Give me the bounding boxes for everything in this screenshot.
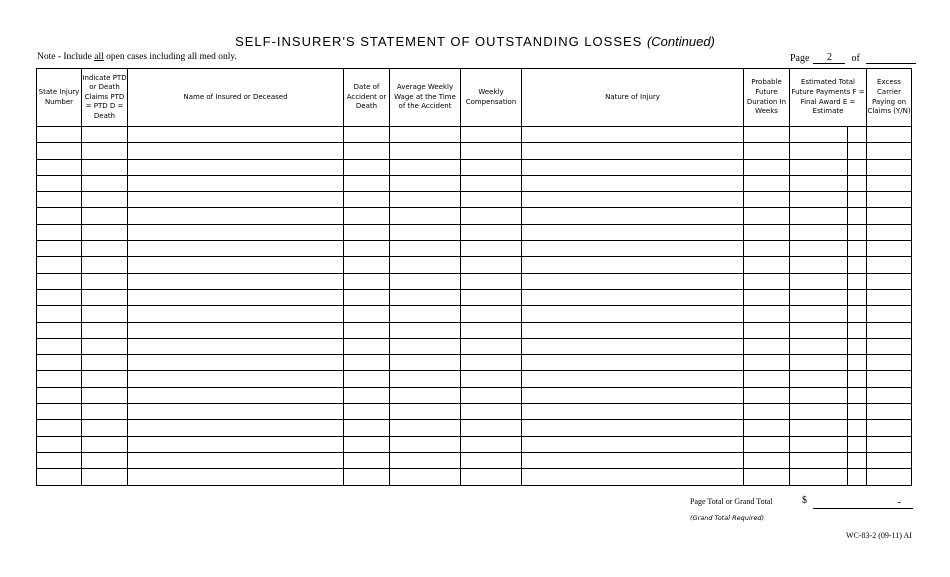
table-cell[interactable] [790, 371, 848, 387]
table-cell[interactable] [82, 289, 128, 305]
table-cell[interactable] [128, 322, 344, 338]
table-cell[interactable] [522, 338, 744, 354]
table-cell[interactable] [790, 192, 848, 208]
table-cell[interactable] [128, 404, 344, 420]
table-cell[interactable] [867, 338, 912, 354]
table-cell[interactable] [344, 420, 390, 436]
table-cell[interactable] [744, 322, 790, 338]
table-cell[interactable] [461, 338, 522, 354]
table-cell[interactable] [461, 387, 522, 403]
table-cell[interactable] [790, 175, 848, 191]
table-cell[interactable] [37, 208, 82, 224]
table-cell[interactable] [744, 143, 790, 159]
table-row [37, 224, 912, 240]
table-cell[interactable] [790, 289, 848, 305]
table-cell[interactable] [344, 322, 390, 338]
table-cell[interactable] [790, 241, 848, 257]
table-cell[interactable] [390, 452, 461, 468]
page-total-field[interactable] [866, 52, 916, 64]
table-cell[interactable] [867, 306, 912, 322]
table-cell[interactable] [128, 257, 344, 273]
table-cell[interactable] [867, 355, 912, 371]
table-cell[interactable] [848, 257, 867, 273]
table-cell[interactable] [37, 143, 82, 159]
table-cell[interactable] [344, 159, 390, 175]
col-header-ptd-death: Indicate PTD or Death Claims PTD = PTD D = Death [82, 69, 128, 127]
table-cell[interactable] [37, 322, 82, 338]
table-cell[interactable] [867, 208, 912, 224]
col-header-excess-carrier: Excess Carrier Paying on Claims (Y/N) [867, 69, 912, 127]
table-cell[interactable] [82, 436, 128, 452]
table-cell[interactable] [344, 241, 390, 257]
table-cell[interactable] [522, 371, 744, 387]
table-cell[interactable] [744, 273, 790, 289]
table-cell[interactable] [461, 306, 522, 322]
total-amount-value: - [897, 497, 901, 508]
table-cell[interactable] [344, 273, 390, 289]
table-cell[interactable] [848, 273, 867, 289]
table-cell[interactable] [390, 143, 461, 159]
table-cell[interactable] [522, 355, 744, 371]
table-cell[interactable] [128, 159, 344, 175]
table-cell[interactable] [82, 469, 128, 485]
table-row [37, 192, 912, 208]
table-cell[interactable] [82, 355, 128, 371]
table-cell[interactable] [390, 159, 461, 175]
table-cell[interactable] [867, 436, 912, 452]
table-cell[interactable] [790, 257, 848, 273]
table-cell[interactable] [390, 306, 461, 322]
table-cell[interactable] [744, 469, 790, 485]
table-cell[interactable] [344, 143, 390, 159]
table-cell[interactable] [790, 452, 848, 468]
table-cell[interactable] [37, 436, 82, 452]
table-cell[interactable] [37, 371, 82, 387]
table-cell[interactable] [390, 208, 461, 224]
table-row [37, 469, 912, 485]
table-cell[interactable] [744, 257, 790, 273]
table-cell[interactable] [344, 371, 390, 387]
table-cell[interactable] [390, 420, 461, 436]
table-cell[interactable] [128, 273, 344, 289]
table-cell[interactable] [128, 436, 344, 452]
table-cell[interactable] [848, 192, 867, 208]
table-row [37, 159, 912, 175]
table-cell[interactable] [82, 257, 128, 273]
table-cell[interactable] [790, 224, 848, 240]
table-cell[interactable] [344, 436, 390, 452]
col-header-state-injury-number: State Injury Number [37, 69, 82, 127]
table-cell[interactable] [390, 436, 461, 452]
table-row [37, 289, 912, 305]
table-cell[interactable] [37, 257, 82, 273]
table-cell[interactable] [522, 159, 744, 175]
table-row [37, 306, 912, 322]
table-cell[interactable] [522, 241, 744, 257]
table-cell[interactable] [867, 387, 912, 403]
table-cell[interactable] [848, 208, 867, 224]
table-cell[interactable] [744, 224, 790, 240]
table-cell[interactable] [37, 420, 82, 436]
table-cell[interactable] [790, 143, 848, 159]
table-cell[interactable] [744, 175, 790, 191]
table-cell[interactable] [461, 322, 522, 338]
table-cell[interactable] [867, 241, 912, 257]
table-cell[interactable] [790, 338, 848, 354]
table-cell[interactable] [744, 452, 790, 468]
table-cell[interactable] [461, 175, 522, 191]
table-cell[interactable] [867, 224, 912, 240]
table-cell[interactable] [37, 192, 82, 208]
page-number-field[interactable]: 2 [813, 52, 845, 64]
table-cell[interactable] [744, 306, 790, 322]
table-cell[interactable] [128, 371, 344, 387]
form-title [0, 34, 950, 49]
table-cell[interactable] [744, 208, 790, 224]
table-row [37, 127, 912, 143]
losses-table [36, 68, 912, 486]
table-cell[interactable] [461, 452, 522, 468]
table-cell[interactable] [461, 208, 522, 224]
table-cell[interactable] [37, 289, 82, 305]
table-cell[interactable] [744, 289, 790, 305]
table-cell[interactable] [390, 404, 461, 420]
page-label: Page [790, 53, 810, 64]
total-label: Page Total or Grand Total [690, 497, 773, 506]
table-cell[interactable] [82, 143, 128, 159]
col-header-date-of-accident: Date of Accident or Death [344, 69, 390, 127]
table-cell[interactable] [522, 175, 744, 191]
table-cell[interactable] [390, 241, 461, 257]
table-cell[interactable] [848, 127, 867, 143]
table-cell[interactable] [37, 355, 82, 371]
table-cell[interactable] [744, 387, 790, 403]
table-cell[interactable] [744, 420, 790, 436]
table-cell[interactable] [522, 192, 744, 208]
table-cell[interactable] [390, 338, 461, 354]
table-cell[interactable] [82, 241, 128, 257]
table-cell[interactable] [128, 338, 344, 354]
table-cell[interactable] [128, 241, 344, 257]
table-cell[interactable] [744, 192, 790, 208]
table-cell[interactable] [390, 371, 461, 387]
table-cell[interactable] [848, 355, 867, 371]
table-cell[interactable] [82, 420, 128, 436]
table-cell[interactable] [744, 338, 790, 354]
table-cell[interactable] [344, 208, 390, 224]
col-header-average-weekly-wage: Average Weekly Wage at the Time of the Accident [390, 69, 461, 127]
table-cell[interactable] [344, 257, 390, 273]
table-cell[interactable] [82, 208, 128, 224]
table-cell[interactable] [790, 322, 848, 338]
table-cell[interactable] [344, 452, 390, 468]
table-row [37, 322, 912, 338]
table-cell[interactable] [344, 338, 390, 354]
table-cell[interactable] [461, 289, 522, 305]
table-cell[interactable] [522, 404, 744, 420]
table-cell[interactable] [867, 371, 912, 387]
table-cell[interactable] [37, 273, 82, 289]
table-cell[interactable] [82, 306, 128, 322]
table-row [37, 420, 912, 436]
table-cell[interactable] [344, 127, 390, 143]
table-cell[interactable] [848, 159, 867, 175]
table-cell[interactable] [344, 224, 390, 240]
table-row [37, 436, 912, 452]
table-cell[interactable] [461, 159, 522, 175]
total-amount-field[interactable] [813, 497, 913, 509]
table-cell[interactable] [790, 420, 848, 436]
table-cell[interactable] [848, 469, 867, 485]
table-cell[interactable] [522, 257, 744, 273]
table-header-row [37, 69, 912, 127]
table-cell[interactable] [867, 322, 912, 338]
table-cell[interactable] [461, 257, 522, 273]
table-cell[interactable] [344, 306, 390, 322]
table-cell[interactable] [82, 404, 128, 420]
table-cell[interactable] [461, 192, 522, 208]
table-cell[interactable] [522, 143, 744, 159]
dollar-sign: $ [802, 495, 807, 506]
table-cell[interactable] [344, 175, 390, 191]
table-cell[interactable] [82, 338, 128, 354]
table-cell[interactable] [848, 420, 867, 436]
table-cell[interactable] [848, 371, 867, 387]
table-cell[interactable] [848, 322, 867, 338]
table-cell[interactable] [522, 127, 744, 143]
table-cell[interactable] [82, 371, 128, 387]
table-cell[interactable] [848, 436, 867, 452]
table-cell[interactable] [128, 224, 344, 240]
grand-total-note: (Grand Total Required) [690, 514, 764, 522]
table-cell[interactable] [390, 289, 461, 305]
table-cell[interactable] [390, 175, 461, 191]
table-cell[interactable] [744, 404, 790, 420]
table-cell[interactable] [82, 192, 128, 208]
table-cell[interactable] [128, 127, 344, 143]
table-cell[interactable] [744, 159, 790, 175]
table-cell[interactable] [82, 224, 128, 240]
table-cell[interactable] [461, 404, 522, 420]
table-cell[interactable] [848, 143, 867, 159]
table-cell[interactable] [848, 404, 867, 420]
table-cell[interactable] [867, 273, 912, 289]
page-indicator [790, 52, 916, 64]
table-cell[interactable] [37, 127, 82, 143]
table-row [37, 273, 912, 289]
table-cell[interactable] [37, 404, 82, 420]
table-cell[interactable] [461, 371, 522, 387]
table-cell[interactable] [128, 452, 344, 468]
table-cell[interactable] [461, 127, 522, 143]
table-cell[interactable] [522, 387, 744, 403]
table-cell[interactable] [82, 322, 128, 338]
table-cell[interactable] [128, 208, 344, 224]
table-cell[interactable] [522, 208, 744, 224]
table-cell[interactable] [461, 224, 522, 240]
table-row [37, 143, 912, 159]
table-cell[interactable] [461, 355, 522, 371]
form-title-text: SELF-INSURER'S STATEMENT OF OUTSTANDING LOSSES [235, 34, 643, 49]
table-row [37, 208, 912, 224]
table-cell[interactable] [848, 452, 867, 468]
col-header-weekly-compensation: Weekly Compensation [461, 69, 522, 127]
table-cell[interactable] [867, 404, 912, 420]
note-prefix: Note - Include [37, 52, 95, 62]
table-cell[interactable] [128, 289, 344, 305]
table-cell[interactable] [390, 469, 461, 485]
table-cell[interactable] [867, 257, 912, 273]
col-header-name: Name of Insured or Deceased [128, 69, 344, 127]
table-cell[interactable] [390, 273, 461, 289]
col-header-nature-of-injury: Nature of Injury [522, 69, 744, 127]
table-cell[interactable] [867, 289, 912, 305]
table-cell[interactable] [390, 322, 461, 338]
table-cell[interactable] [744, 127, 790, 143]
table-cell[interactable] [82, 127, 128, 143]
table-row [37, 175, 912, 191]
table-cell[interactable] [461, 469, 522, 485]
table-cell[interactable] [744, 371, 790, 387]
table-cell[interactable] [128, 306, 344, 322]
table-cell[interactable] [461, 273, 522, 289]
table-cell[interactable] [461, 420, 522, 436]
table-cell[interactable] [744, 355, 790, 371]
table-cell[interactable] [848, 289, 867, 305]
table-cell[interactable] [522, 306, 744, 322]
table-cell[interactable] [522, 436, 744, 452]
table-cell[interactable] [522, 420, 744, 436]
table-row [37, 241, 912, 257]
col-header-probable-duration: Probable Future Duration In Weeks [744, 69, 790, 127]
table-cell[interactable] [848, 241, 867, 257]
table-cell[interactable] [37, 469, 82, 485]
table-cell[interactable] [82, 452, 128, 468]
table-cell[interactable] [128, 143, 344, 159]
table-cell[interactable] [128, 175, 344, 191]
table-cell[interactable] [390, 257, 461, 273]
table-cell[interactable] [867, 127, 912, 143]
table-cell[interactable] [522, 289, 744, 305]
table-cell[interactable] [82, 159, 128, 175]
table-cell[interactable] [790, 436, 848, 452]
instruction-note [37, 52, 237, 62]
table-cell[interactable] [128, 420, 344, 436]
table-cell[interactable] [344, 355, 390, 371]
table-cell[interactable] [848, 387, 867, 403]
table-cell[interactable] [848, 224, 867, 240]
table-cell[interactable] [128, 355, 344, 371]
table-cell[interactable] [867, 192, 912, 208]
table-cell[interactable] [790, 273, 848, 289]
table-cell[interactable] [522, 273, 744, 289]
table-row [37, 371, 912, 387]
note-suffix: open cases including all med only. [103, 52, 237, 62]
table-cell[interactable] [128, 387, 344, 403]
table-cell[interactable] [867, 420, 912, 436]
table-cell[interactable] [390, 224, 461, 240]
table-cell[interactable] [790, 387, 848, 403]
table-cell[interactable] [522, 469, 744, 485]
table-cell[interactable] [390, 387, 461, 403]
of-label: of [851, 53, 860, 64]
table-row [37, 355, 912, 371]
table-cell[interactable] [390, 127, 461, 143]
table-cell[interactable] [344, 289, 390, 305]
table-cell[interactable] [390, 355, 461, 371]
table-cell[interactable] [867, 175, 912, 191]
table-cell[interactable] [522, 452, 744, 468]
table-cell[interactable] [848, 338, 867, 354]
form-title-continued: (Continued) [646, 34, 715, 49]
table-cell[interactable] [461, 436, 522, 452]
table-cell[interactable] [867, 452, 912, 468]
table-row [37, 338, 912, 354]
table-cell[interactable] [37, 241, 82, 257]
table-cell[interactable] [37, 338, 82, 354]
table-cell[interactable] [37, 224, 82, 240]
table-row [37, 452, 912, 468]
table-cell[interactable] [37, 306, 82, 322]
table-cell[interactable] [461, 143, 522, 159]
table-cell[interactable] [790, 355, 848, 371]
note-underlined: all [94, 52, 104, 62]
table-cell[interactable] [37, 175, 82, 191]
col-header-estimated-payments: Estimated Total Future Payments F = Final Award E = Estimate [790, 69, 867, 127]
table-cell[interactable] [790, 159, 848, 175]
table-cell[interactable] [522, 322, 744, 338]
table-cell[interactable] [867, 143, 912, 159]
table-cell[interactable] [848, 175, 867, 191]
table-cell[interactable] [790, 127, 848, 143]
table-row [37, 387, 912, 403]
table-cell[interactable] [37, 387, 82, 403]
table-cell[interactable] [790, 306, 848, 322]
table-cell[interactable] [344, 387, 390, 403]
table-cell[interactable] [82, 175, 128, 191]
table-cell[interactable] [344, 469, 390, 485]
table-cell[interactable] [867, 159, 912, 175]
table-row [37, 257, 912, 273]
table-cell[interactable] [128, 469, 344, 485]
table-cell[interactable] [522, 224, 744, 240]
table-row [37, 404, 912, 420]
table-cell[interactable] [37, 159, 82, 175]
table-cell[interactable] [82, 273, 128, 289]
table-cell[interactable] [867, 469, 912, 485]
table-cell[interactable] [790, 404, 848, 420]
table-cell[interactable] [128, 192, 344, 208]
table-cell[interactable] [390, 192, 461, 208]
table-cell[interactable] [82, 387, 128, 403]
table-cell[interactable] [344, 404, 390, 420]
table-cell[interactable] [37, 452, 82, 468]
table-cell[interactable] [848, 306, 867, 322]
table-cell[interactable] [790, 208, 848, 224]
table-cell[interactable] [744, 436, 790, 452]
table-cell[interactable] [461, 241, 522, 257]
table-cell[interactable] [790, 469, 848, 485]
table-cell[interactable] [744, 241, 790, 257]
table-cell[interactable] [344, 192, 390, 208]
form-number: WC-83-2 (09-11) AI [846, 531, 912, 540]
